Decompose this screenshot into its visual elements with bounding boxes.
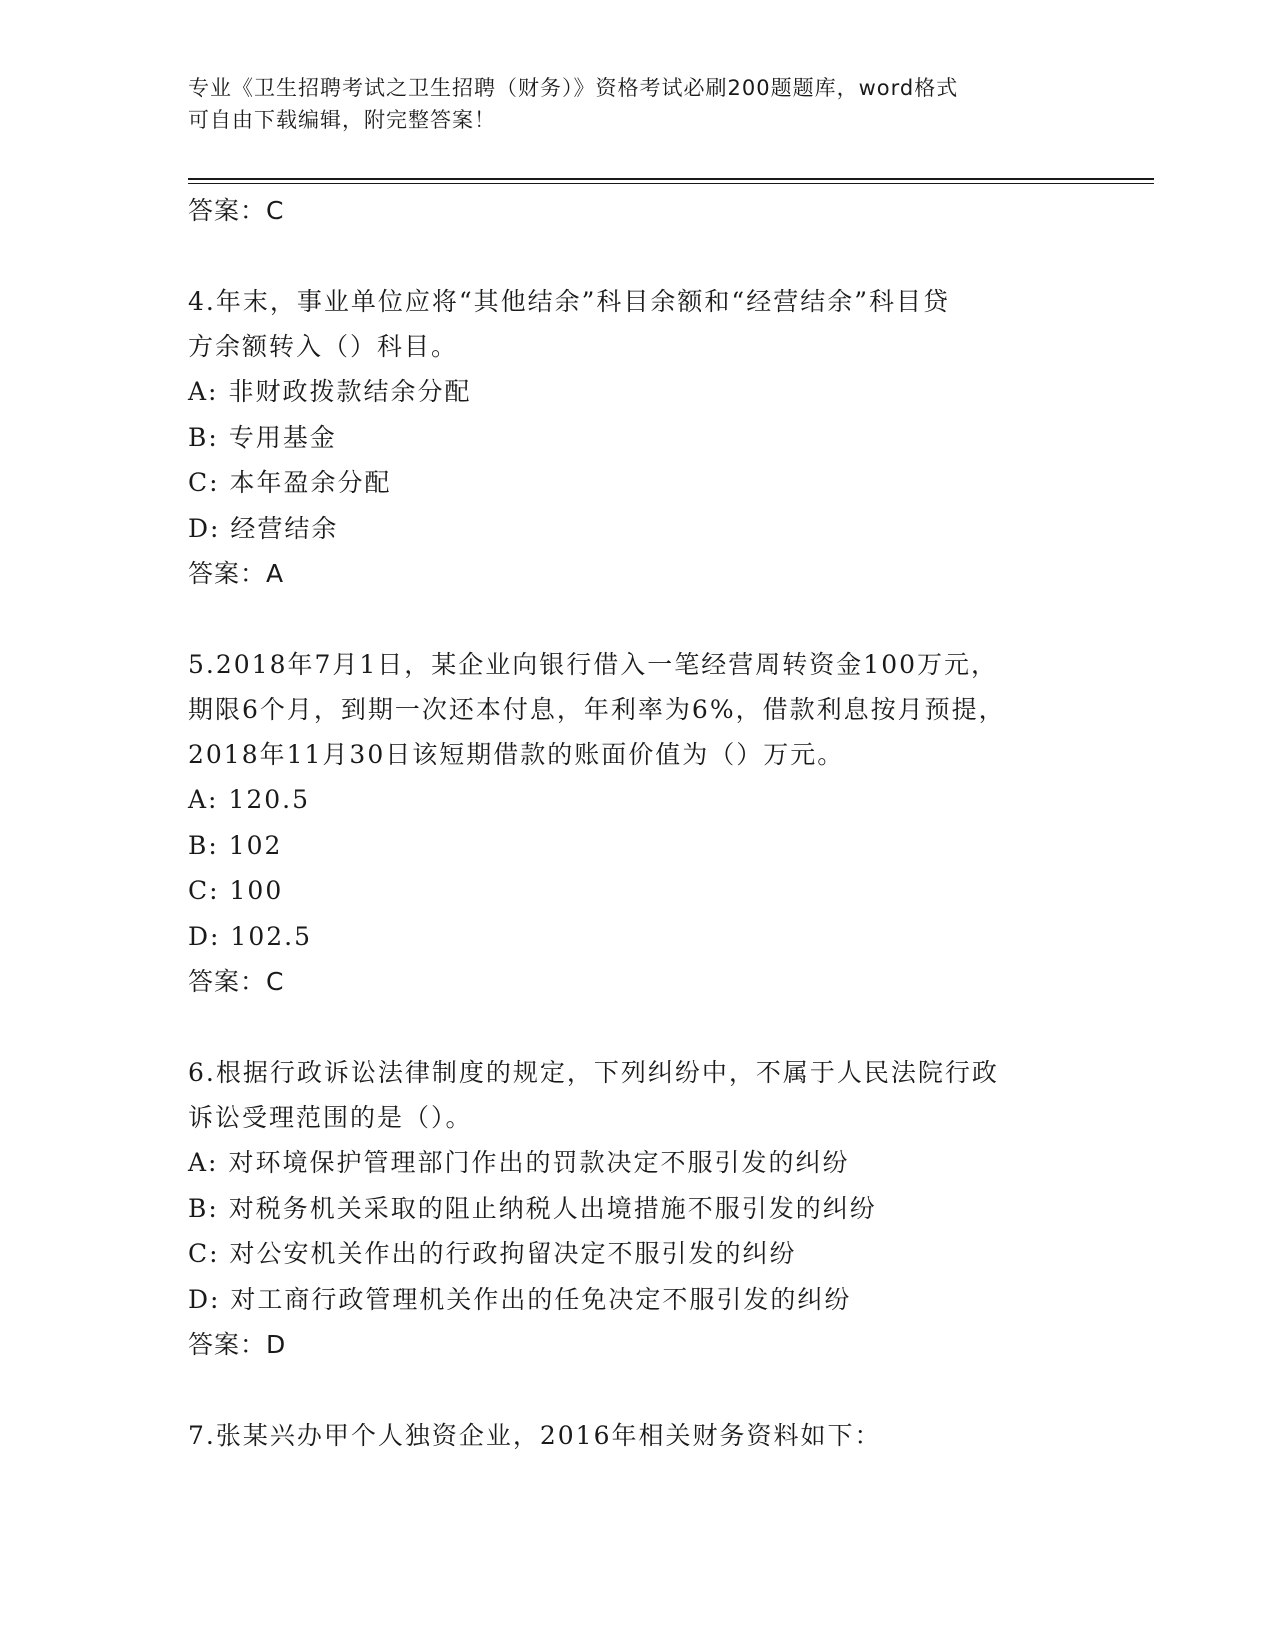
option-text: 对公安机关作出的行政拘留决定不服引发的纠纷 [229, 1239, 797, 1268]
header-line-2: 可自由下载编辑，附完整答案！ [188, 108, 496, 132]
option-d [188, 506, 1068, 552]
question-stem [188, 1413, 1068, 1458]
option-b [188, 1186, 1068, 1232]
option-letter: B: [188, 422, 219, 452]
option-letter: C: [188, 1239, 220, 1268]
header-line-1: 专业《卫生招聘考试之卫生招聘（财务）》资格考试必刷200题题库，word格式 [188, 76, 959, 100]
option-text: 本年盈余分配 [229, 468, 392, 497]
option-b [188, 415, 1068, 461]
option-d [188, 914, 1068, 960]
question-block [188, 279, 1068, 597]
question-block [188, 642, 1068, 1005]
question-stem-line: 2018年11月30日该短期借款的账面价值为（）万元。 [188, 740, 845, 769]
option-text: 对环境保护管理部门作出的罚款决定不服引发的纠纷 [228, 1148, 850, 1177]
option-letter: A: [188, 785, 219, 814]
option-b [188, 823, 1068, 869]
header-rule-thick [188, 178, 1154, 180]
option-c [188, 1231, 1068, 1277]
option-letter: C: [188, 876, 220, 905]
question-block [188, 1050, 1068, 1368]
document-header [188, 72, 1068, 136]
option-text: 100 [229, 876, 284, 905]
option-a [188, 777, 1068, 823]
question-stem-line: 期限6个月，到期一次还本付息，年利率为6%，借款利息按月预提， [188, 695, 1006, 724]
question-stem-line: 诉讼受理范围的是（）。 [188, 1103, 473, 1132]
option-letter: D: [188, 513, 221, 543]
question-stem [188, 279, 1068, 369]
question-stem [188, 642, 1068, 777]
option-text: 对工商行政管理机关作出的任免决定不服引发的纠纷 [230, 1284, 852, 1314]
option-letter: A: [188, 377, 219, 406]
option-text: 专用基金 [228, 422, 337, 452]
option-letter: C: [188, 468, 220, 497]
question-stem-line: 方余额转入（）科目。 [188, 332, 459, 361]
answer-line: 答案：D [188, 1330, 287, 1359]
option-letter: B: [188, 1193, 219, 1223]
spacer [188, 1368, 1068, 1413]
option-c [188, 460, 1068, 506]
option-text: 102 [228, 830, 283, 860]
header-rule-thin [188, 183, 1154, 184]
option-text: 经营结余 [230, 513, 339, 543]
option-d [188, 1277, 1068, 1323]
question-stem-line: 7.张某兴办甲个人独资企业，2016年相关财务资料如下： [188, 1421, 882, 1450]
question-stem-line: 5.2018年7月1日，某企业向银行借入一笔经营周转资金100万元， [188, 650, 999, 679]
option-letter: B: [188, 830, 219, 860]
option-text: 非财政拨款结余分配 [228, 377, 472, 406]
option-text: 120.5 [228, 785, 311, 814]
question-block [188, 1413, 1068, 1458]
spacer [188, 597, 1068, 642]
question-stem [188, 1050, 1068, 1140]
option-text: 102.5 [230, 921, 312, 951]
previous-answer: 答案：C [188, 196, 285, 225]
option-text: 对税务机关采取的阻止纳税人出境措施不服引发的纠纷 [228, 1193, 877, 1223]
option-a [188, 1140, 1068, 1186]
question-stem-line: 6.根据行政诉讼法律制度的规定，下列纠纷中，不属于人民法院行政 [188, 1058, 999, 1087]
question-stem-line: 4.年末，事业单位应将“其他结余”科目余额和“经营结余”科目贷 [188, 287, 950, 316]
spacer [188, 234, 1068, 279]
answer-line: 答案：A [188, 559, 285, 588]
option-letter: A: [188, 1148, 219, 1177]
option-letter: D: [188, 1284, 221, 1314]
answer-line: 答案：C [188, 967, 285, 996]
option-letter: D: [188, 921, 221, 951]
spacer [188, 1005, 1068, 1050]
document-body [188, 188, 1068, 1458]
option-c [188, 868, 1068, 914]
option-a [188, 369, 1068, 415]
